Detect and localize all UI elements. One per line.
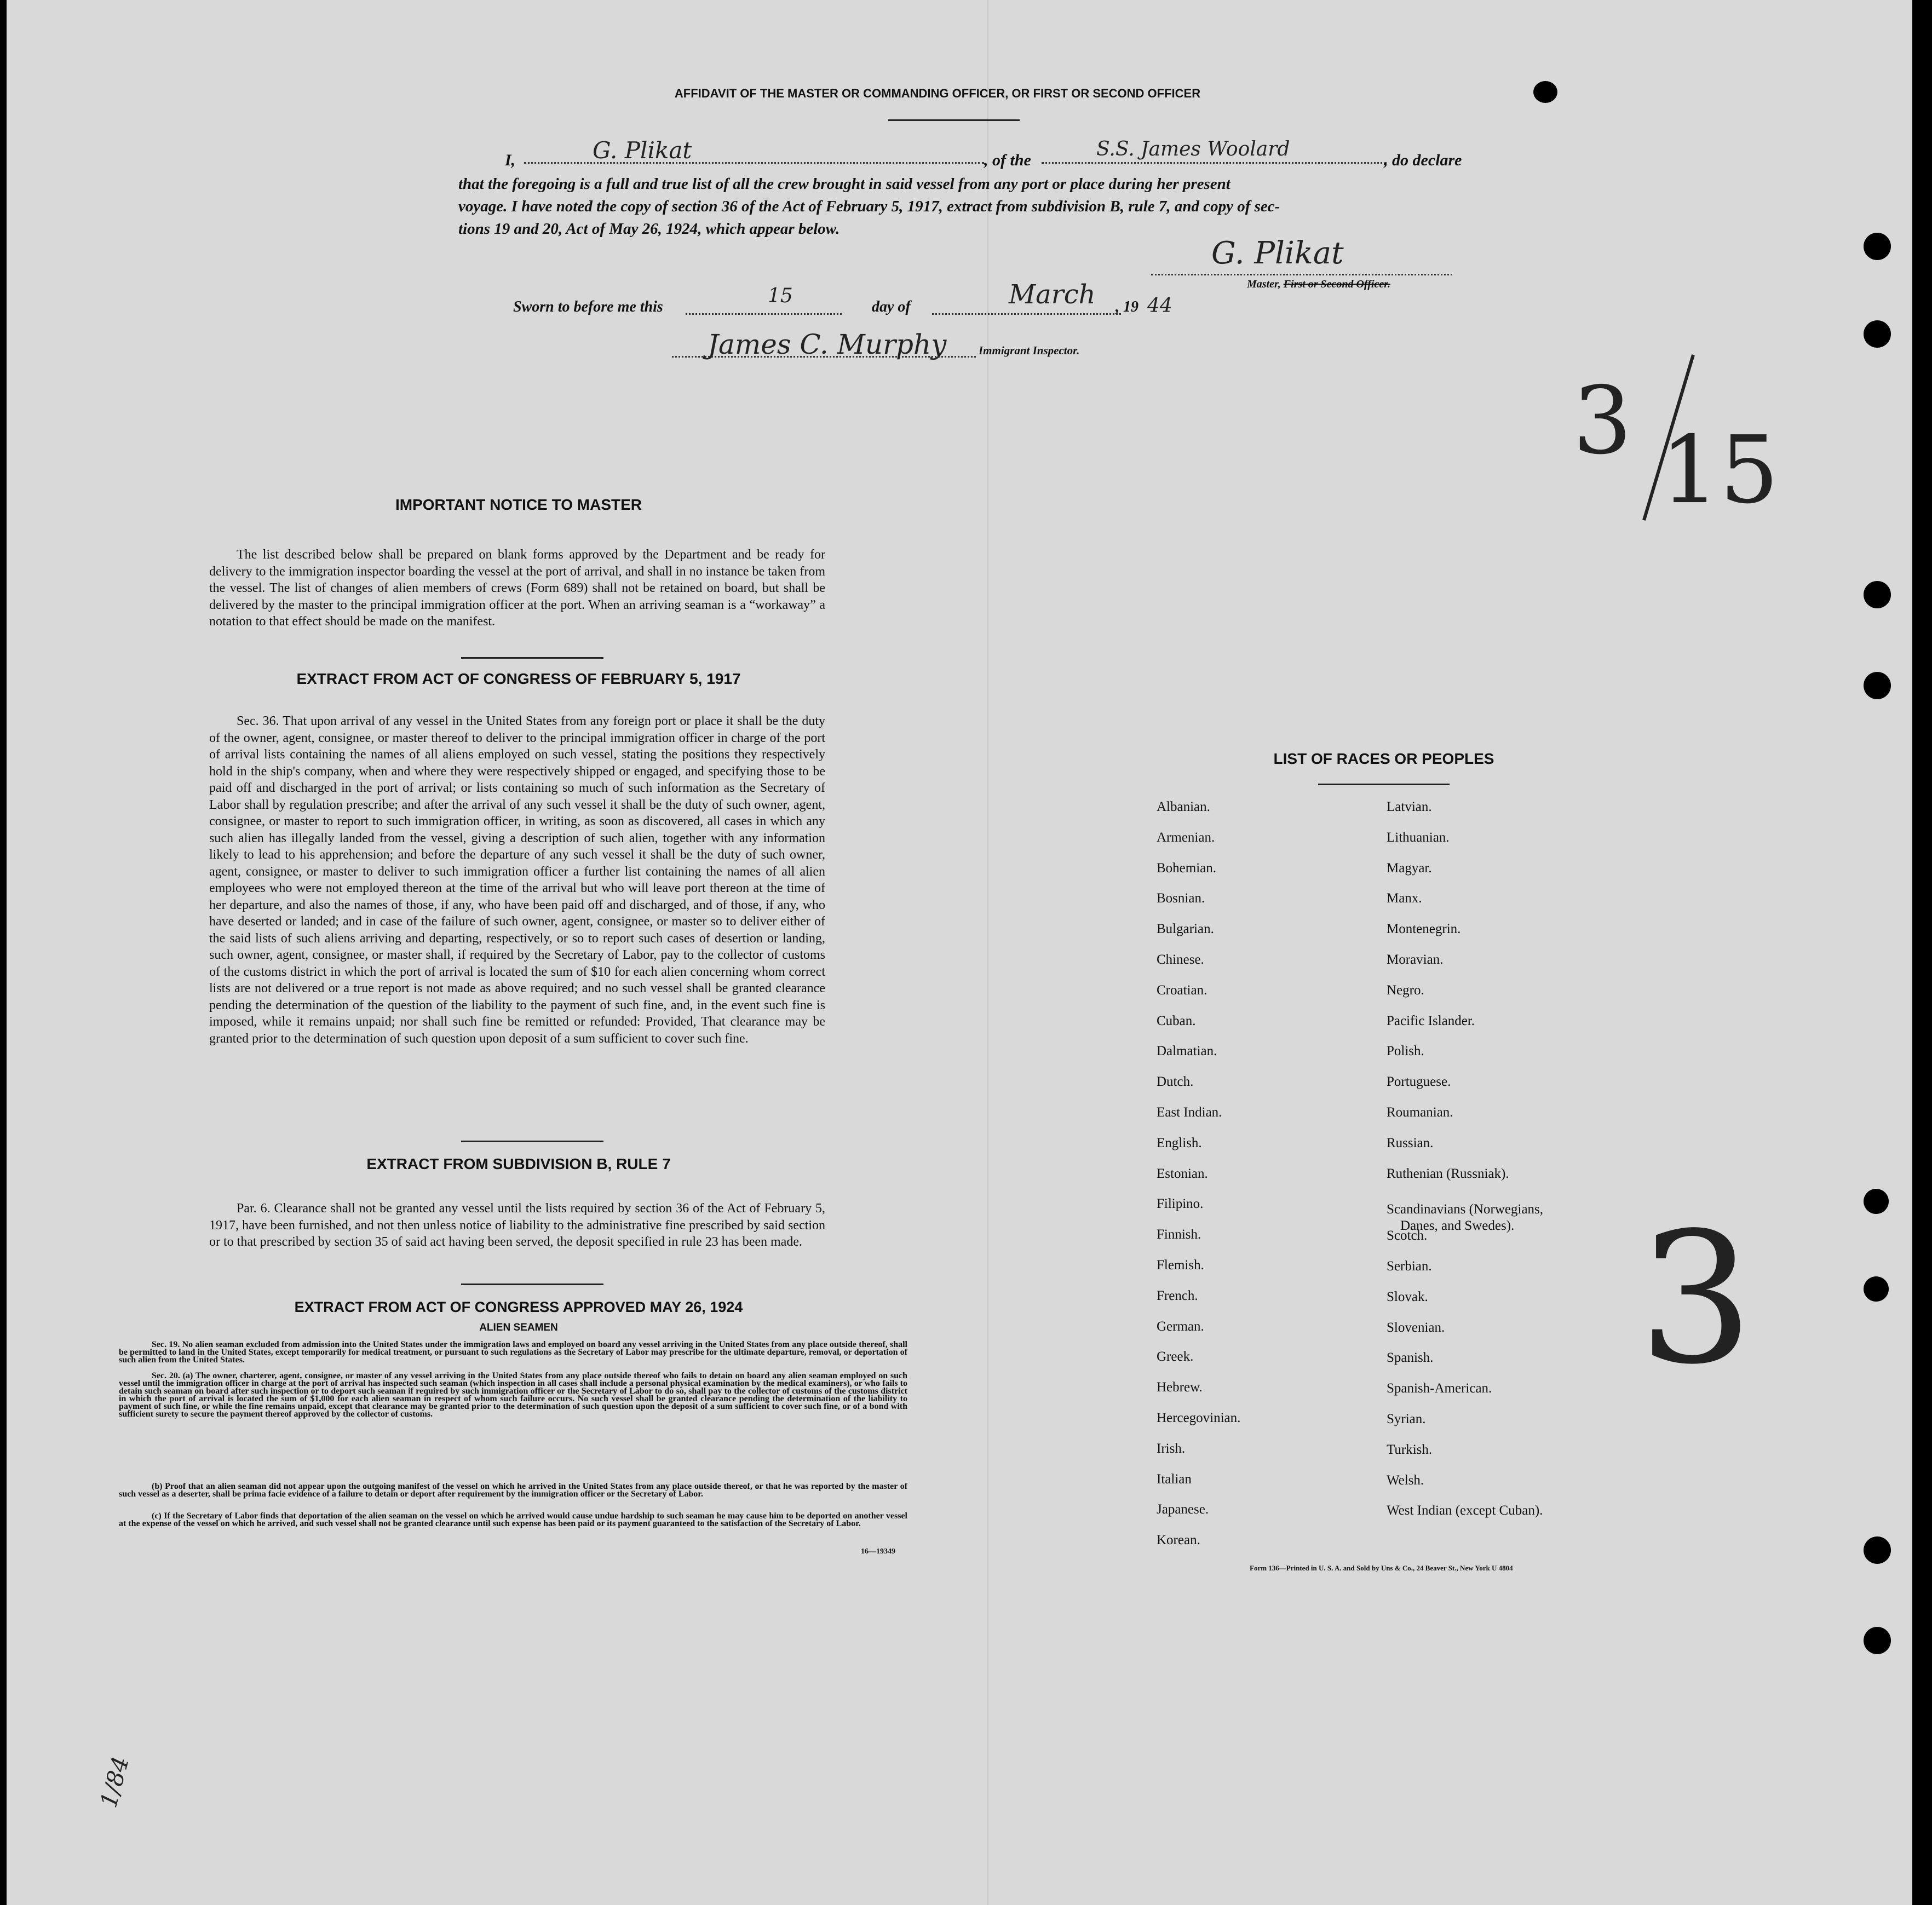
- extract-1924-subheading: ALIEN SEAMEN: [479, 1322, 558, 1333]
- race-item: Finnish.: [1157, 1227, 1201, 1242]
- race-item: Latvian.: [1387, 799, 1432, 814]
- race-item: Armenian.: [1157, 830, 1215, 845]
- month-field-line: [932, 313, 1121, 315]
- affidavit-line-2: that the foregoing is a full and true list of all the crew brought in said vessel from any port or place during her present: [458, 175, 1231, 193]
- race-item: English.: [1157, 1135, 1202, 1150]
- punch-hole: [1864, 581, 1891, 608]
- race-item: West Indian (except Cuban).: [1387, 1503, 1543, 1518]
- race-item: Syrian.: [1387, 1412, 1426, 1426]
- do-declare-label: , do declare: [1384, 151, 1462, 169]
- race-item: Bohemian.: [1157, 860, 1217, 876]
- race-item: Serbian.: [1387, 1259, 1432, 1274]
- notice-heading: IMPORTANT NOTICE TO MASTER: [395, 496, 642, 513]
- inspector-label: Immigrant Inspector.: [979, 344, 1080, 357]
- race-item: Albanian.: [1157, 799, 1210, 814]
- race-item: Italian: [1157, 1471, 1192, 1487]
- race-item: Irish.: [1157, 1441, 1186, 1456]
- race-item: Filipino.: [1157, 1196, 1204, 1212]
- punch-hole: [1864, 320, 1891, 348]
- race-item: Chinese.: [1157, 952, 1204, 967]
- race-item: Greek.: [1157, 1349, 1194, 1365]
- extract-1917-text: Sec. 36. That upon arrival of any vessel in the United States from any foreign port or place it shall be the duty of the owner, agent, consignee, or master thereof to deliver to the principal immigration officer in charge of the port of arrival lists containing the names of all aliens employed on such vessel, stating the positions they respectively hold in the ship's company, when and where they were respectively shipped or engaged, and specifying those to be paid off and discharged in the port of arrival; or lists containing so much of such information as the Secretary of Labor shall by regulation prescribe; and after the arrival of any such vessel it shall be the duty of such owner, agent, consignee, or master to report to such immigration officer, in writing, as soon as discovered, all cases in which any such alien has illegally landed from the vessel, giving a description of such alien, together with any information likely to lead to his apprehension; and before the departure of any such vessel it shall be the duty of such owner, agent, consignee, or master to deliver to such immigration officer a further list containing the names of all alien employees who were not employed thereon at the time of the arrival but who will leave port thereon at the time of her departure, and also the names of those, if any, who have been paid off and discharged, and of those, if any, who have deserted or landed; and in case of the failure of such owner, agent, consignee, or master so to deliver either of the said lists of such aliens arriving and departing, respectively, or so to report such cases of desertion or landing, such owner, agent, consignee, or master shall, if required by the Secretary of Labor, pay to the collector of customs of the customs district in which the port of arrival is located the sum of $10 for each alien concerning whom correct lists are not delivered or a true report is not made as above required; and no such vessel shall be granted clearance pending the determination of the question of the liability to the payment of such fine, and, in the event such fine is imposed, while it remains unpaid; nor shall such fine be remitted or refunded: Provided, That clearance may be granted prior to the determination of such question upon deposit of a sum sufficient to cover such fine.: [209, 714, 825, 1046]
- race-item: Hebrew.: [1157, 1380, 1203, 1395]
- sworn-label: Sworn to before me this: [513, 298, 663, 315]
- day-field-line: [686, 313, 842, 315]
- race-item: Scotch.: [1387, 1228, 1428, 1244]
- race-item: Pacific Islander.: [1387, 1013, 1475, 1028]
- race-item: Japanese.: [1157, 1502, 1209, 1517]
- punch-hole: [1864, 1627, 1891, 1654]
- race-item: Ruthenian (Russniak).: [1387, 1166, 1509, 1181]
- of-the-label: , of the: [984, 151, 1031, 169]
- race-item: Welsh.: [1387, 1472, 1424, 1488]
- race-item: Portuguese.: [1387, 1074, 1451, 1090]
- race-item: German.: [1157, 1319, 1204, 1334]
- race-item: Polish.: [1387, 1044, 1424, 1059]
- inspector-signature: James C. Murphy: [708, 329, 947, 360]
- rule7-heading: EXTRACT FROM SUBDIVISION B, RULE 7: [366, 1155, 671, 1172]
- master-signature: G. Plikat: [1211, 235, 1344, 271]
- extract-1924-heading: EXTRACT FROM ACT OF CONGRESS APPROVED MAY 26, 1924: [294, 1299, 743, 1315]
- race-item: Magyar.: [1387, 860, 1432, 876]
- corner-note: 1/84: [95, 1753, 135, 1811]
- race-item: East Indian.: [1157, 1105, 1222, 1120]
- section-20b-text: (b) Proof that an alien seaman did not appear upon the outgoing manifest of the vessel on which he arrived in the United States from any place outside thereof, or that he was reported by the master of such vessel as a deserter, shall be prima facie evidence of a failure to detain or deport after requirement by the immigration officer or the Secretary of Labor.: [119, 1482, 907, 1499]
- document-sheet: [7, 0, 1912, 1905]
- fraction-denominator: 15: [1660, 416, 1779, 525]
- extract-1917-rule: [461, 1141, 603, 1142]
- race-item: Bulgarian.: [1157, 922, 1214, 937]
- affidavit-i-label: I,: [505, 151, 516, 169]
- race-item: Dalmatian.: [1157, 1044, 1217, 1059]
- form-footer: Form 136—Printed in U. S. A. and Sold by Uns & Co., 24 Beaver St., New York U 4804: [1250, 1564, 1513, 1572]
- punch-hole: [1864, 1536, 1891, 1564]
- race-item: Estonian.: [1157, 1166, 1208, 1181]
- race-item: Cuban.: [1157, 1013, 1196, 1028]
- section-20a-text: Sec. 20. (a) The owner, charterer, agent, consignee, or master of any vessel arriving in the United States from any place outside thereof who fails to detain on board any alien seaman employed on such vessel until the immigration officer in charge at the port of arrival has inspected such seaman (which inspection in all cases shall include a personal physical examination by the medical examiners), or who fails to detain such seaman on board after such inspection or to deport such seaman if required by such immigration officer or the Secretary of Labor to do so, shall pay to the collector of customs of the customs district in which the port of arrival is located the sum of $1,000 for each alien seaman in respect of whom such failure occurs. No such vessel shall be granted clearance pending the determination of the liability to payment of such fine, or while the fine remains unpaid, except that clearance may be granted prior to the determination of such question upon the deposit of a sum sufficient to cover such fine, or of a bond with sufficient surety to secure the payment thereof approved by the collector of customs.: [119, 1371, 907, 1419]
- year-prefix: , 19: [1116, 298, 1138, 315]
- name-handwritten: G. Plikat: [593, 137, 692, 164]
- year-handwritten: 44: [1147, 295, 1172, 317]
- vessel-handwritten: S.S. James Woolard: [1096, 138, 1290, 160]
- race-item: Slovenian.: [1387, 1320, 1445, 1335]
- race-item: Lithuanian.: [1387, 830, 1450, 845]
- race-item: Bosnian.: [1157, 891, 1205, 906]
- punch-hole: [1864, 1189, 1889, 1214]
- master-label: [1247, 278, 1390, 291]
- race-item: Spanish-American.: [1387, 1381, 1492, 1396]
- race-item: Montenegrin.: [1387, 922, 1461, 937]
- affidavit-line-3: voyage. I have noted the copy of section 36 of the Act of February 5, 1917, extract from subdivision B, rule 7, and copy of sec-: [458, 198, 1280, 215]
- race-item: Roumanian.: [1387, 1105, 1453, 1120]
- race-item: Negro.: [1387, 982, 1424, 998]
- punch-hole: [1864, 233, 1891, 260]
- fraction-numerator: 3: [1573, 367, 1632, 475]
- master-signature-line: [1151, 274, 1452, 275]
- race-item: Spanish.: [1387, 1350, 1434, 1366]
- punch-hole: [1864, 1276, 1889, 1302]
- large-numeral: 3: [1638, 1194, 1753, 1404]
- race-item: Turkish.: [1387, 1442, 1433, 1457]
- vessel-field-line: [1042, 162, 1387, 164]
- struck-officer-text: First or Second Officer.: [1283, 278, 1390, 290]
- race-item: Slovak.: [1387, 1289, 1428, 1304]
- races-heading: LIST OF RACES OR PEOPLES: [1273, 750, 1494, 767]
- rule7-rule: [461, 1284, 603, 1285]
- race-item: Dutch.: [1157, 1074, 1194, 1090]
- race-item: Croatian.: [1157, 982, 1208, 998]
- race-item: French.: [1157, 1288, 1198, 1303]
- notice-text: The list described below shall be prepared on blank forms approved by the Department and be ready for delivery to the immigration inspector boarding the vessel at the port of arrival, and shall in no instance be taken from the vessel. The list of changes of alien members of crews (Form 689) shall not be retained on board, but shall be delivered by the master to the principal immigration officer at the port. When an arriving seaman is a “workaway” a notation to that effect should be made on the manifest.: [209, 548, 825, 629]
- ink-blot: [1533, 81, 1557, 103]
- race-item: Manx.: [1387, 891, 1422, 906]
- section-19-text: Sec. 19. No alien seaman excluded from admission into the United States under the immigration laws and employed on board any vessel arriving in the United States from any place outside thereof, shall be permitted to land in the United States, except temporarily for medical treatment, or pursuant to such regulations as the Secretary of Labor may prescribe for the ultimate departure, removal, or deportation of such alien from the United States.: [119, 1340, 907, 1365]
- affidavit-line-4: tions 19 and 20, Act of May 26, 1924, which appear below.: [458, 220, 840, 238]
- day-handwritten: 15: [768, 285, 793, 307]
- print-code: 16—19349: [861, 1547, 895, 1556]
- month-handwritten: March: [1009, 279, 1096, 310]
- race-item: Flemish.: [1157, 1258, 1204, 1273]
- master-word: Master,: [1247, 278, 1281, 290]
- punch-hole: [1864, 672, 1891, 699]
- race-item: Russian.: [1387, 1135, 1434, 1150]
- race-item: Hercegovinian.: [1157, 1411, 1241, 1425]
- section-20c-text: (c) If the Secretary of Labor finds that deportation of the alien seaman on the vessel on which he arrived would cause undue hardship to such seaman he may cause him to be deported on another vessel at the expense of the vessel on which he arrived, and such vessel shall not be granted clearance until such expense has been paid or its payment guaranteed to the satisfaction of the Secretary of Labor.: [119, 1511, 907, 1528]
- extract-1917-heading: EXTRACT FROM ACT OF CONGRESS OF FEBRUARY 5, 1917: [296, 670, 741, 687]
- race-item: Moravian.: [1387, 952, 1444, 967]
- title-rule: [888, 119, 1020, 121]
- page-fold: [987, 0, 988, 1905]
- notice-rule: [461, 657, 603, 659]
- affidavit-title: AFFIDAVIT OF THE MASTER OR COMMANDING OFFICER, OR FIRST OR SECOND OFFICER: [674, 87, 1201, 100]
- day-of-label: day of: [872, 298, 911, 315]
- races-rule: [1318, 784, 1450, 785]
- race-item: Scandinavians (Norwegians,: [1387, 1202, 1544, 1217]
- race-item: Korean.: [1157, 1533, 1200, 1548]
- race-item: Danes, and Swedes).: [1400, 1218, 1515, 1233]
- rule7-text: Par. 6. Clearance shall not be granted any vessel until the lists required by section 36 of the Act of February 5, 1917, have been furnished, and not then unless notice of liability to the administrative fine prescribed by said section or to that prescribed by section 35 of said act having been served, the deposit specified in rule 23 has been made.: [209, 1201, 825, 1249]
